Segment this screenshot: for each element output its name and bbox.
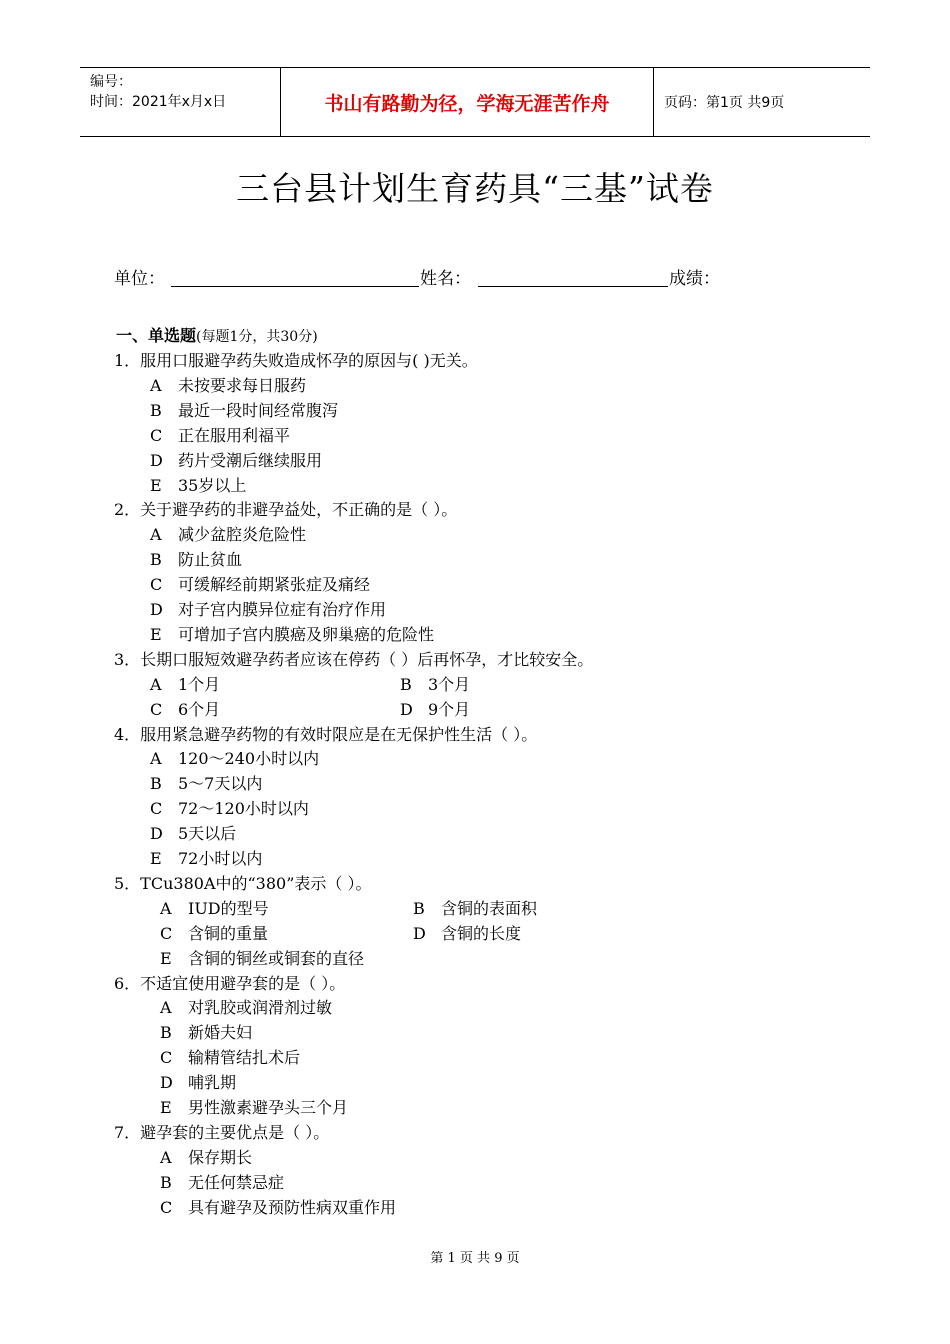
option-letter: E bbox=[160, 948, 172, 968]
question-stem: 6．不适宜使用避孕套的是（ ）。 bbox=[114, 973, 346, 993]
option-text: 输精管结扎术后 bbox=[188, 1048, 301, 1068]
option-letter: A bbox=[150, 525, 162, 545]
option-letter: B bbox=[400, 674, 412, 694]
answer-option[interactable] bbox=[150, 549, 242, 571]
answer-option[interactable] bbox=[160, 923, 268, 945]
answer-option[interactable] bbox=[150, 624, 434, 646]
name-label: 姓名： bbox=[420, 269, 471, 289]
answer-option[interactable] bbox=[413, 898, 537, 920]
option-letter: D bbox=[400, 699, 413, 719]
answer-option[interactable] bbox=[150, 425, 290, 447]
page-title: 三台县计划生育药具“三基”试卷 bbox=[236, 169, 714, 208]
option-letter: C bbox=[150, 699, 163, 719]
section-note: (每题1分，共30分) bbox=[196, 329, 318, 345]
option-letter: C bbox=[160, 1197, 173, 1217]
answer-option[interactable] bbox=[160, 1022, 252, 1044]
option-letter: C bbox=[150, 425, 163, 445]
answer-option[interactable] bbox=[150, 798, 309, 820]
option-letter: B bbox=[160, 1172, 172, 1192]
option-text: 哺乳期 bbox=[188, 1073, 237, 1093]
option-text: 无任何禁忌症 bbox=[188, 1172, 285, 1192]
answer-option[interactable] bbox=[150, 848, 262, 870]
option-text: 含铜的长度 bbox=[441, 923, 522, 943]
option-letter: B bbox=[150, 774, 162, 794]
option-letter: B bbox=[150, 550, 162, 570]
name-blank[interactable] bbox=[478, 286, 668, 287]
option-text: 1个月 bbox=[178, 674, 221, 694]
answer-option[interactable] bbox=[160, 997, 332, 1019]
answer-option[interactable] bbox=[160, 948, 364, 970]
question-stem: 7．避孕套的主要优点是（ ）。 bbox=[114, 1122, 330, 1142]
answer-option[interactable] bbox=[413, 923, 521, 945]
answer-option[interactable] bbox=[160, 1047, 300, 1069]
option-letter: E bbox=[150, 849, 162, 868]
unit-blank[interactable] bbox=[171, 286, 419, 287]
option-letter: A bbox=[150, 375, 162, 395]
option-letter: D bbox=[150, 600, 163, 619]
candidate-info bbox=[114, 264, 834, 290]
question-stem: 5．TCu380A中的“380”表示（ ）。 bbox=[114, 873, 372, 893]
page-footer: 第 1 页 共 9 页 bbox=[430, 1251, 520, 1266]
option-letter: B bbox=[413, 898, 425, 918]
answer-option[interactable] bbox=[160, 1172, 284, 1194]
option-letter: A bbox=[160, 998, 172, 1018]
answer-option[interactable] bbox=[150, 524, 306, 546]
option-letter: B bbox=[160, 1023, 172, 1043]
answer-option[interactable] bbox=[150, 599, 386, 621]
option-text: 72小时以内 bbox=[178, 849, 263, 868]
option-text: 新婚夫妇 bbox=[188, 1023, 253, 1043]
option-text: 对子宫内膜异位症有治疗作用 bbox=[178, 600, 387, 619]
option-letter: E bbox=[150, 624, 162, 644]
header-motto: 书山有路勤为径，学海无涯苦作舟 bbox=[281, 68, 654, 136]
option-text: 可增加子宫内膜癌及卵巢癌的危险性 bbox=[178, 624, 435, 644]
option-text: IUD的型号 bbox=[188, 898, 269, 918]
answer-option[interactable] bbox=[150, 450, 322, 472]
option-text: 3个月 bbox=[428, 674, 471, 694]
option-text: 未按要求每日服药 bbox=[178, 375, 307, 395]
question-stem: 3．长期口服短效避孕药者应该在停药（ ）后再怀孕，才比较安全。 bbox=[114, 649, 594, 669]
option-text: 72～120小时以内 bbox=[178, 799, 309, 819]
answer-option[interactable] bbox=[160, 898, 269, 920]
option-text: 具有避孕及预防性病双重作用 bbox=[188, 1197, 397, 1217]
answer-option[interactable] bbox=[160, 1197, 396, 1219]
option-letter: C bbox=[150, 799, 163, 819]
option-text: 减少盆腔炎危险性 bbox=[178, 525, 307, 545]
answer-option[interactable] bbox=[150, 823, 236, 845]
answer-option[interactable] bbox=[150, 400, 338, 422]
answer-option[interactable] bbox=[150, 699, 220, 721]
option-letter: D bbox=[150, 824, 163, 844]
section-heading bbox=[116, 325, 318, 348]
answer-option[interactable] bbox=[150, 773, 262, 795]
option-text: 防止贫血 bbox=[178, 550, 243, 570]
date-label: 时间：2021年x月x日 bbox=[90, 94, 227, 110]
option-text: 5天以后 bbox=[178, 824, 237, 844]
option-letter: D bbox=[150, 450, 163, 470]
header-meta bbox=[80, 68, 281, 136]
option-text: 含铜的重量 bbox=[188, 923, 269, 943]
answer-option[interactable] bbox=[150, 748, 319, 770]
answer-option[interactable] bbox=[150, 375, 306, 397]
option-letter: A bbox=[150, 749, 162, 769]
option-letter: C bbox=[150, 575, 163, 595]
question-stem: 1．服用口服避孕药失败造成怀孕的原因与( )无关。 bbox=[114, 351, 478, 370]
unit-label: 单位： bbox=[114, 269, 165, 289]
option-text: 含铜的表面积 bbox=[441, 898, 538, 918]
option-letter: A bbox=[150, 674, 162, 694]
option-text: 35岁以上 bbox=[178, 475, 247, 495]
option-text: 6个月 bbox=[178, 699, 221, 719]
answer-option[interactable] bbox=[400, 674, 470, 696]
score-label: 成绩： bbox=[669, 269, 720, 289]
question-stem: 2．关于避孕药的非避孕益处，不正确的是（ ）。 bbox=[114, 500, 458, 520]
serial-label: 编号： bbox=[90, 74, 132, 90]
answer-option[interactable] bbox=[160, 1072, 236, 1094]
option-letter: B bbox=[150, 400, 162, 420]
option-text: 男性激素避孕头三个月 bbox=[188, 1098, 349, 1117]
option-text: 120～240小时以内 bbox=[178, 749, 320, 769]
option-letter: C bbox=[160, 923, 173, 943]
option-text: 可缓解经前期紧张症及痛经 bbox=[178, 575, 371, 595]
option-text: 药片受潮后继续服用 bbox=[178, 450, 323, 470]
option-text: 9个月 bbox=[428, 699, 471, 719]
option-letter: D bbox=[413, 923, 426, 943]
answer-option[interactable] bbox=[160, 1147, 252, 1169]
section-title: 一、单选题 bbox=[116, 326, 197, 345]
option-text: 对乳胶或润滑剂过敏 bbox=[188, 998, 333, 1018]
answer-option[interactable] bbox=[400, 699, 470, 721]
option-letter: E bbox=[160, 1098, 172, 1117]
question-stem: 4．服用紧急避孕药物的有效时限应是在无保护性生活（ ）。 bbox=[114, 724, 538, 744]
option-text: 保存期长 bbox=[188, 1147, 253, 1167]
option-letter: E bbox=[150, 475, 162, 495]
option-letter: A bbox=[160, 898, 172, 918]
document-header bbox=[80, 67, 870, 137]
answer-option[interactable] bbox=[150, 574, 370, 596]
answer-option[interactable] bbox=[150, 674, 220, 696]
option-text: 5～7天以内 bbox=[178, 774, 263, 794]
header-page-info: 页码：第1页 共9页 bbox=[664, 95, 785, 111]
answer-option[interactable] bbox=[150, 475, 246, 497]
option-letter: A bbox=[160, 1147, 172, 1167]
option-letter: D bbox=[160, 1073, 173, 1093]
option-letter: C bbox=[160, 1048, 173, 1068]
option-text: 正在服用利福平 bbox=[178, 425, 291, 445]
option-text: 最近一段时间经常腹泻 bbox=[178, 400, 339, 420]
option-text: 含铜的铜丝或铜套的直径 bbox=[188, 948, 365, 968]
answer-option[interactable] bbox=[160, 1097, 348, 1119]
